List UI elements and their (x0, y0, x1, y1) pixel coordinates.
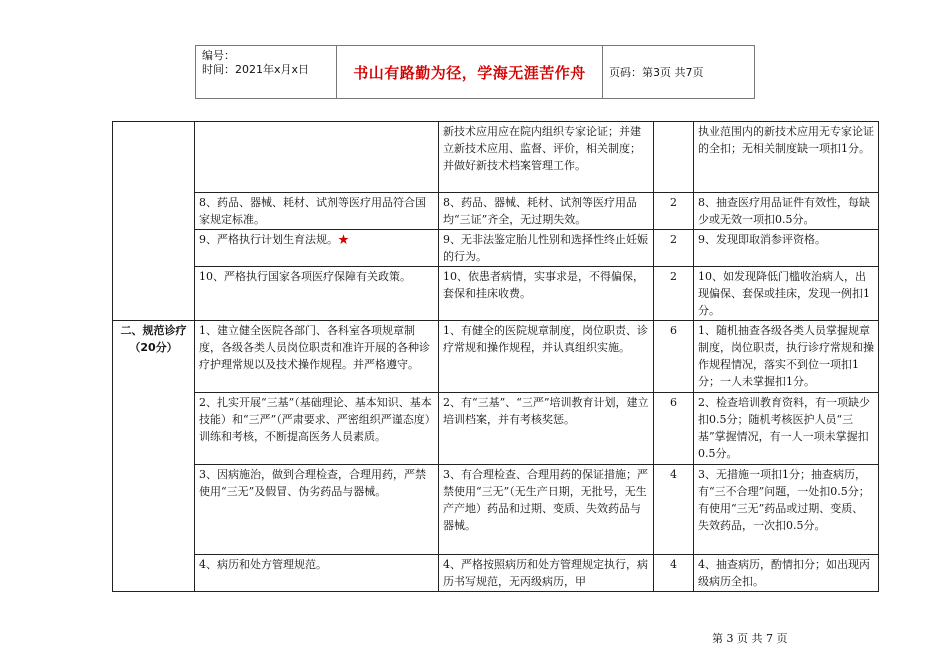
requirement-cell: 8、药品、器械、耗材、试剂等医疗用品符合国家规定标准。 (195, 193, 439, 230)
category-score: （20分） (129, 341, 178, 354)
page-footer: 第 3 页 共 7 页 (712, 632, 788, 645)
score-cell (654, 122, 694, 193)
method-cell: 4、抽查病历，酌情扣分；如出现丙级病历全扣。 (694, 555, 879, 592)
method-cell: 8、抽查医疗用品证件有效性，每缺少或无效一项扣0.5分。 (694, 193, 879, 230)
standard-cell: 3、有合理检查、合理用药的保证措施；严禁使用“三无”（无生产日期，无批号，无生产产地）药品和过期、变质、失效药品与器械。 (439, 465, 654, 555)
standard-cell: 10、依患者病情，实事求是，不得偏保，套保和挂床收费。 (439, 267, 654, 321)
method-cell: 3、无措施一项扣1分；抽查病历，有“三不合理”问题，一处扣0.5分；有使用“三无”药品或过期、变质、失效药品，一次扣0.5分。 (694, 465, 879, 555)
score-cell: 6 (654, 321, 694, 393)
table-row (113, 555, 879, 592)
table-row (113, 267, 879, 321)
table-row (113, 465, 879, 555)
score-cell: 6 (654, 393, 694, 465)
requirement-cell (195, 230, 439, 267)
standard-cell: 8、药品、器械、耗材、试剂等医疗用品均“三证”齐全，无过期失效。 (439, 193, 654, 230)
requirement-cell (195, 122, 439, 193)
method-cell: 1、随机抽查各级各类人员掌握规章制度，岗位职责，执行诊疗常规和操作规程情况，落实不到位一项扣1分；一人未掌握扣1分。 (694, 321, 879, 393)
page-header (195, 45, 755, 99)
score-cell: 2 (654, 267, 694, 321)
score-cell: 4 (654, 555, 694, 592)
requirement-cell: 1、建立健全医院各部门、各科室各项规章制度，各级各类人员岗位职责和准许开展的各种诊疗护理常规以及技术操作规程。并严格遵守。 (195, 321, 439, 393)
method-cell: 9、发现即取消参评资格。 (694, 230, 879, 267)
header-meta (196, 46, 336, 98)
star-icon: ★ (338, 233, 349, 246)
requirement-text: 9、严格执行计划生育法规。 (199, 233, 338, 246)
method-cell: 10、如发现降低门槛收治病人，出现偏保、套保或挂床，发现一例扣1分。 (694, 267, 879, 321)
table-row (113, 122, 879, 193)
header-page-number: 页码：第3页 共7页 (609, 66, 704, 79)
table-row (113, 321, 879, 393)
table-row (113, 230, 879, 267)
category-cell-continued (113, 122, 195, 321)
requirement-cell: 4、病历和处方管理规范。 (195, 555, 439, 592)
standard-cell: 2、有“三基”、“三严”培训教育计划，建立培训档案，并有考核奖惩。 (439, 393, 654, 465)
date-label: 时间：2021年x月x日 (202, 63, 310, 76)
score-cell: 2 (654, 193, 694, 230)
standard-cell: 4、严格按照病历和处方管理规定执行，病历书写规范，无丙级病历，甲 (439, 555, 654, 592)
standard-cell: 9、无非法鉴定胎儿性别和选择性终止妊娠的行为。 (439, 230, 654, 267)
table-row (113, 393, 879, 465)
evaluation-table (112, 121, 879, 592)
requirement-cell: 3、因病施治，做到合理检查，合理用药，严禁使用“三无”及假冒、伪劣药品与器械。 (195, 465, 439, 555)
category-title: 二、规范诊疗 (120, 324, 187, 337)
table-row (113, 193, 879, 230)
method-cell: 执业范围内的新技术应用无专家论证的全扣；无相关制度缺一项扣1分。 (694, 122, 879, 193)
category-cell (113, 321, 195, 592)
code-label: 编号： (202, 49, 235, 62)
header-motto: 书山有路勤为径，学海无涯苦作舟 (336, 46, 603, 98)
requirement-cell: 10、严格执行国家各项医疗保障有关政策。 (195, 267, 439, 321)
score-cell: 4 (654, 465, 694, 555)
requirement-cell: 2、扎实开展“三基”（基础理论、基本知识、基本技能）和“三严”（严肃要求、严密组织严谨态度）训练和考核，不断提高医务人员素质。 (195, 393, 439, 465)
standard-cell: 新技术应用应在院内组织专家论证；并建立新技术应用、监督、评价，相关制度；并做好新技术档案管理工作。 (439, 122, 654, 193)
method-cell: 2、检查培训教育资料，有一项缺少扣0.5分；随机考核医护人员“三基”掌握情况，有一人一项未掌握扣0.5分。 (694, 393, 879, 465)
score-cell: 2 (654, 230, 694, 267)
standard-cell: 1、有健全的医院规章制度，岗位职责、诊疗常规和操作规程，并认真组织实施。 (439, 321, 654, 393)
